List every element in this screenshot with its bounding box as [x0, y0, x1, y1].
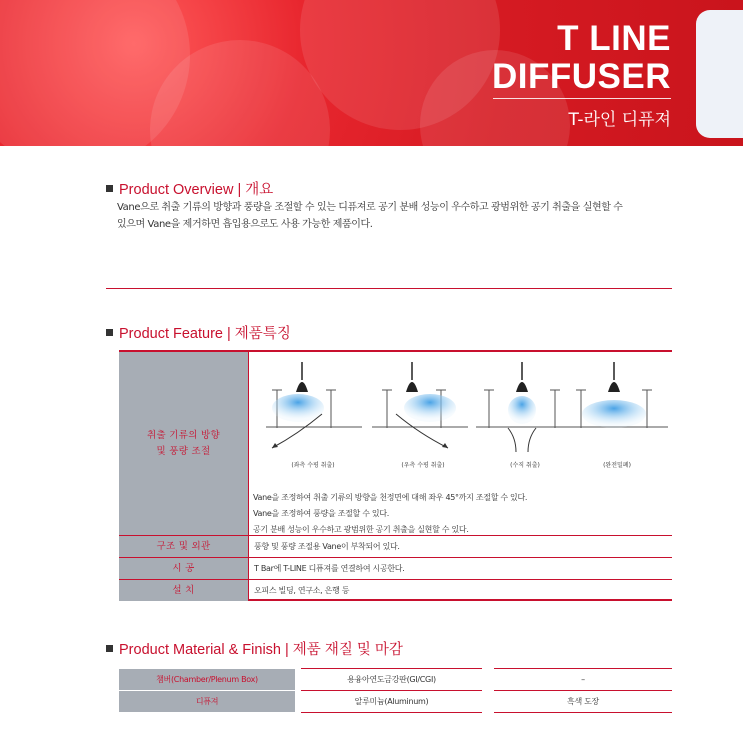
airflow-label-line-2: 및 풍량 조절 [156, 445, 211, 457]
table-row [119, 691, 672, 712]
diagram-caption: (수직 취출) [510, 462, 540, 469]
airflow-label-line-1: 취출 기류의 방향 [147, 429, 220, 441]
overview-line-2: 있으며 Vane을 제거하면 흡입용으로도 사용 가능한 제품이다. [117, 219, 373, 230]
feature-heading [106, 322, 291, 343]
page-title [492, 20, 671, 96]
material-heading [106, 638, 403, 659]
side-tab [696, 10, 743, 138]
title-line-2: DIFFUSER [492, 57, 671, 96]
header-banner [0, 0, 743, 146]
diagram-closed [562, 352, 672, 480]
desc-line: Vane을 조정하여 취출 기류의 방향을 천정면에 대해 좌우 45°까지 조절할 수 있다. [253, 493, 528, 502]
diffuser-closed-icon [562, 352, 672, 457]
diagram-caption: (좌측 수평 취출) [291, 462, 335, 469]
diffuser-right-icon [368, 352, 478, 457]
feature-label-construction: 시 공 [119, 558, 248, 579]
overview-heading [106, 178, 273, 199]
title-divider [493, 98, 671, 99]
cell-rule [301, 712, 482, 713]
airflow-diagrams [248, 352, 672, 480]
diagram-right-horizontal [368, 352, 478, 480]
feature-label-installation: 설 치 [119, 580, 248, 601]
desc-line: Vane을 조정하여 풍량을 조절할 수 있다. [253, 509, 389, 518]
diagram-left-horizontal [258, 352, 368, 480]
overview-heading-text: Product Overview | 개요 [119, 182, 274, 198]
diffuser-left-icon [258, 352, 368, 457]
finish-value: 흑색 도장 [567, 697, 599, 706]
feature-value-installation: 오피스 빌딩, 연구소, 은행 등 [248, 580, 672, 601]
overview-line-1: Vane으로 취출 기류의 방향과 풍량을 조절할 수 있는 디퓨져로 공기 분배 성능이 우수하고 광범위한 공기 취출을 실현할 수 [117, 202, 623, 213]
material-label: 디퓨져 [119, 691, 295, 712]
feature-heading-text: Product Feature | 제품특징 [119, 326, 291, 342]
feature-label-airflow [119, 352, 248, 535]
bullet-square-icon [106, 329, 113, 336]
section-divider [106, 288, 672, 289]
airflow-description [253, 490, 527, 538]
bullet-square-icon [106, 645, 113, 652]
material-value: 용융아연도금강판(GI/CGI) [347, 675, 436, 684]
title-line-1: T LINE [557, 19, 671, 58]
feature-value-structure: 풍향 및 풍량 조절용 Vane이 부착되어 있다. [248, 536, 672, 557]
overview-text [117, 199, 677, 233]
feature-label-structure: 구조 및 외관 [119, 536, 248, 557]
table-row [119, 669, 672, 690]
diagram-caption: (완전밀폐) [603, 462, 631, 469]
material-value: 알루미늄(Aluminum) [354, 697, 429, 706]
bullet-square-icon [106, 185, 113, 192]
finish-value: – [581, 675, 585, 684]
page-subtitle: T-라인 디퓨져 [568, 110, 671, 130]
cell-rule [494, 712, 672, 713]
material-heading-text: Product Material & Finish | 제품 재질 및 마감 [119, 642, 403, 658]
desc-line: 공기 분배 성능이 우수하고 광범위한 공기 취출을 실현할 수 있다. [253, 525, 469, 534]
feature-value-construction: T Bar에 T-LINE 디퓨져를 연결하여 시공한다. [248, 558, 672, 579]
feature-table [119, 350, 672, 601]
material-label: 챔버(Chamber/Plenum Box) [119, 669, 295, 690]
diagram-caption: (우측 수평 취출) [401, 462, 445, 469]
